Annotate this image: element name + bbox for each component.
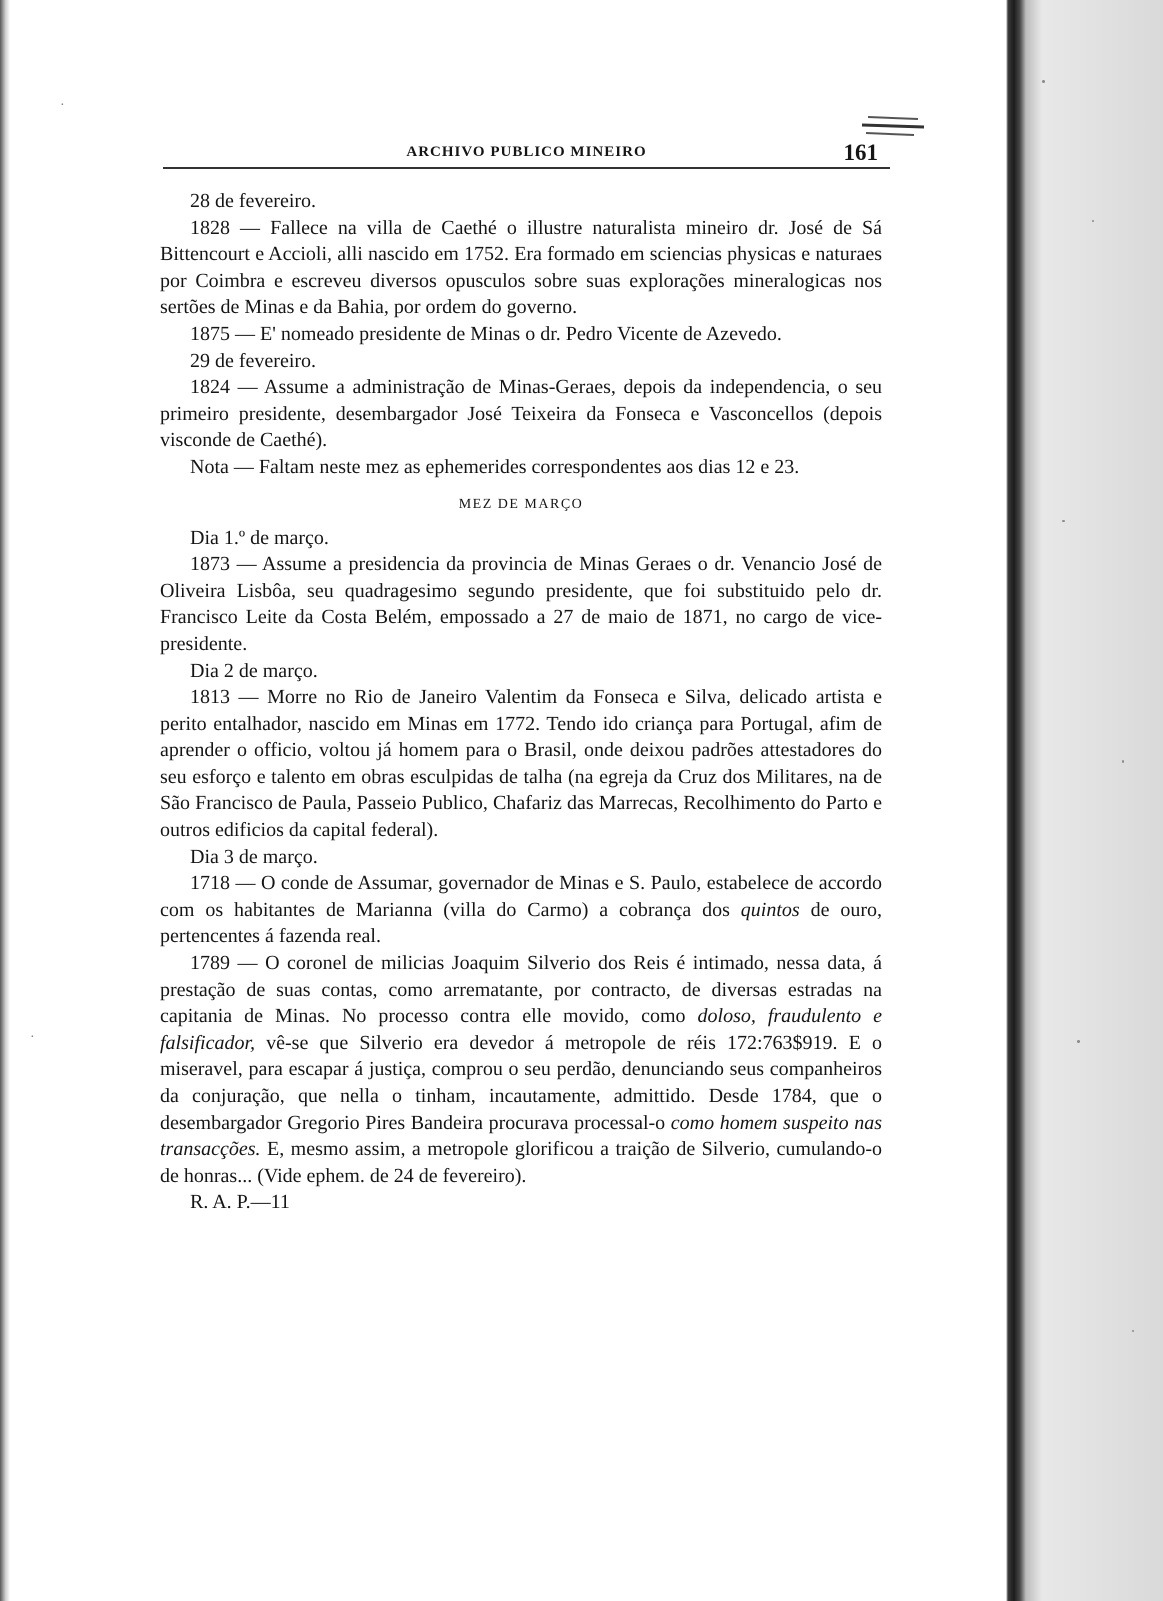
- italic-run: quintos: [740, 898, 800, 921]
- section-title: MEZ DE MARÇO: [458, 496, 584, 512]
- running-head: ARCHIVO PUBLICO MINEIRO: [406, 144, 647, 160]
- margin-mark: ·: [60, 98, 65, 113]
- printer-ornament-icon: [858, 105, 928, 145]
- date-heading: Dia 1.º de março.: [190, 526, 329, 549]
- signature-mark: R. A. P.—11: [190, 1191, 290, 1214]
- entry-1789: [160, 950, 882, 1189]
- date-heading: 28 de fevereiro.: [190, 190, 317, 212]
- text-run: 1718 — O conde de Assumar, governador de Minas e S. Paulo, estabelece de accordo com os habitantes de Marianna (villa do Carmo) a cobrança dos: [160, 872, 882, 921]
- entry-1824: 1824 — Assume a administração de Minas-Geraes, depois da independencia, o seu primeiro presidente, desembargador José Teixeira da Fonseca e Vasconcellos (depois visconde de Caethé).: [160, 376, 882, 452]
- main-text: [160, 188, 882, 1216]
- entry-1718: [160, 870, 882, 950]
- entry-1828: 1828 — Fallece na villa de Caethé o illustre naturalista mineiro dr. José de Sá Bittencourt e Accioli, alli nascido em 1752. Era formado em sciencias physicas e naturaes por Coimbra e escreveu diversos opusculos sobre suas explorações mineralogicas nos sertões de Minas e da Bahia, por ordem do governo.: [160, 216, 882, 319]
- entry-1873: 1873 — Assume a presidencia da provincia de Minas Geraes o dr. Venancio José de Oliveira Lisbôa, seu quadragesimo segundo presidente, que foi substituido pelo dr. Francisco Leite da Costa Belém, empossado a 27 de maio de 1871, no cargo de vice-presidente.: [160, 553, 882, 655]
- date-heading: Dia 3 de março.: [190, 845, 318, 868]
- margin-mark: ·: [30, 1030, 35, 1045]
- date-heading: 29 de fevereiro.: [190, 349, 317, 372]
- text-run: 1789 — O coronel de milicias Joaquim Silverio dos Reis é intimado, nessa data, á prestação de suas contas, como arrematante, por contracto, de diversas estradas na capitania de Minas. No processo contra elle movido, como: [160, 952, 882, 1028]
- book-spine-edge: [1002, 0, 1163, 1601]
- text-run: E, mesmo assim, a metropole glorificou a traição de Silverio, cumulando-o de honras... (Vide ephem. de 24 de fevereiro).: [160, 1138, 882, 1187]
- page-number: 161: [843, 140, 878, 165]
- note: Nota — Faltam neste mez as ephemerides correspondentes aos dias 12 e 23.: [190, 455, 800, 478]
- text-run: de ouro, pertencentes á fazenda real.: [160, 898, 882, 948]
- entry-1875: 1875 — E' nomeado presidente de Minas o dr. Pedro Vicente de Azevedo.: [190, 322, 782, 345]
- page-header: [163, 140, 890, 170]
- italic-run: doloso, fraudulento e falsificador,: [160, 1005, 883, 1054]
- entry-1813: 1813 — Morre no Rio de Janeiro Valentim da Fonseca e Silva, delicado artista e perito entalhador, nascido em Minas em 1772. Tendo ido criança para Portugal, afim de aprender o officio, voltou já homem para o Brasil, onde deixou padrões attestadores do seu esforço e talento em obras esculpidas de talha (na egreja da Cruz dos Militares, na de São Francisco de Paula, Passeio Publico, Chafariz das Marrecas, Recolhimento do Parto e outros edificios da capital federal).: [160, 686, 882, 842]
- italic-run: como homem suspeito nas transacções.: [160, 1111, 882, 1161]
- header-rule: [163, 167, 890, 169]
- text-run: vê-se que Silverio era devedor á metropole de réis 172:763$919. E o miseravel, para escapar á justiça, comprou o seu perdão, denunciando seus companheiros da conjuração, que nella o tinham, incautamente, admittido. Desde 1784, que o desembargador Gregorio Pires Bandeira procurava processal-o: [160, 1031, 882, 1134]
- date-heading: Dia 2 de março.: [190, 659, 318, 682]
- page-left-shadow: [0, 0, 10, 1601]
